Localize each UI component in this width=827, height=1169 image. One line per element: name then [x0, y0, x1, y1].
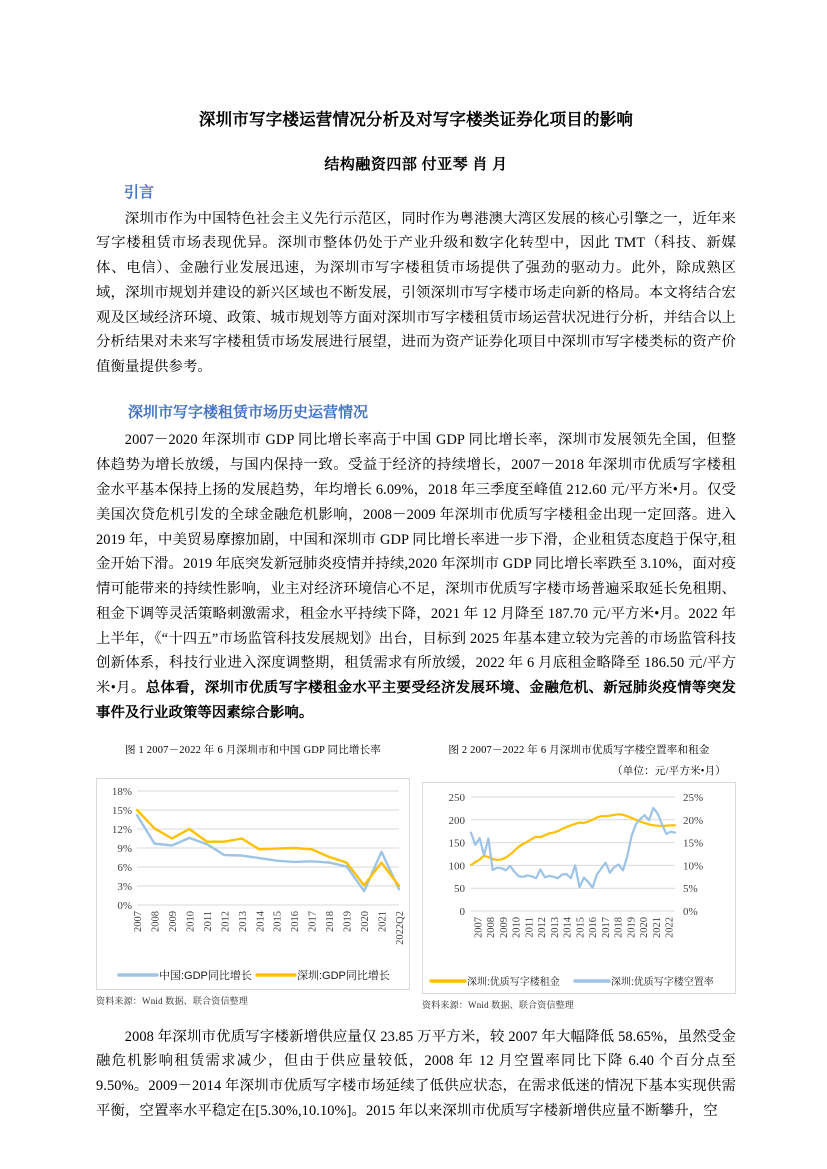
- legend-label-1: 深圳:优质写字楼租金: [467, 976, 560, 988]
- figure-1-caption: 图 1 2007－2022 年 6 月深圳市和中国 GDP 同比增长率: [125, 744, 381, 756]
- x-tick-label: 2019: [342, 910, 354, 932]
- y-tick-label: 0%: [117, 899, 132, 912]
- figure-1-chart: [96, 778, 410, 990]
- figure-2-ylabels-left: [449, 792, 466, 918]
- history-paragraph: [96, 428, 736, 725]
- x-tick-label: 2018: [613, 916, 625, 938]
- legend-label-2: 深圳:优质写字楼空置率: [611, 976, 714, 988]
- figure-2-source: 资料来源：Wnid 数据、联合资信整理: [422, 999, 575, 1010]
- x-tick-label: 2013: [237, 910, 249, 932]
- x-tick-label: 2007: [473, 916, 485, 938]
- series-line-1: [471, 814, 675, 865]
- figure-1-ylabels: [112, 786, 132, 912]
- y-tick-label: 6%: [117, 861, 132, 874]
- figure-2-caption-unit: （单位：元/平方米•月）: [612, 765, 726, 777]
- x-tick-label: 2011: [524, 916, 536, 938]
- x-tick-label: 2015: [575, 916, 587, 938]
- y-tick-label-right: 5%: [683, 882, 698, 895]
- x-tick-label: 2008: [486, 916, 498, 938]
- x-tick-label: 2008: [150, 910, 162, 932]
- history-paragraph-text: 2007－2020 年深圳市 GDP 同比增长率高于中国 GDP 同比增长率，深圳市发展领先全国，但整体趋势为增长放缓，与国内保持一致。受益于经济的持续增长，2007－2018 年深圳市优质写字楼租金水平基本保持上扬的发展趋势，年均增长 6.09%，2018 年三季度至峰值 212.60 元/平方米•月。仅受美国次贷危机引发的全球金融危机影响，2008－2009 年深圳市优质写字楼租金出现一定回落。进入 2019 年，中美贸易摩擦加剧，中国和深圳市 GDP 同比增长率进一步下滑，企业租赁态度趋于保守,租金开始下滑。2019 年底突发新冠肺炎疫情并持续,2020 年深圳市 GDP 同比增长率跌至 3.10%，面对疫情可能带来的持续性影响，业主对经济环境信心不足，深圳市优质写字楼市场普遍采取延长免租期、租金下调等灵活策略刺激需求，租金水平持续下降，2021 年 12 月降至 187.70 元/平方米•月。2022 年上半年，《“十四五”市场监管科技发展规划》出台，目标到 2025 年基本建立较为完善的市场监管科技创新体系，科技行业进入深度调整期，租赁需求有所放缓，2022 年 6 月底租金略降至 186.50 元/平方米•月。: [96, 432, 736, 697]
- figure-1-plot-area: [97, 779, 409, 989]
- figure-2-svg: [423, 783, 735, 993]
- supply-paragraph: 2008 年深圳市优质写字楼新增供应量仅 23.85 万平方米，较 2007 年大幅降低 58.65%，虽然受金融危机影响租赁需求减少，但由于供应量较低，2008 年 12 月空置率同比下降 6.40 个百分点至 9.50%。2009－2014 年深圳市优质写字楼市场延续了低供应状态，在需求低迷的情况下基本实现供需平衡，空置率水平稳定在[5.30%,10.10%]。2015 年以来深圳市优质写字楼新增供应量不断攀升，空: [96, 1028, 736, 1119]
- section-heading-history: 深圳市写字楼租赁市场历史运营情况: [128, 404, 369, 421]
- figure-2-ylabels-right: [683, 792, 703, 918]
- figure-1-xlabels: [133, 910, 406, 945]
- legend-label-2: 深圳:GDP同比增长: [297, 969, 390, 982]
- x-tick-label: 2010: [511, 916, 523, 938]
- figure-2-gridlines: [471, 797, 675, 911]
- figure-2-plot-area: [423, 783, 735, 993]
- y-tick-label: 15%: [111, 804, 132, 817]
- x-tick-label: 2020: [360, 910, 372, 932]
- section-heading-intro: 引言: [124, 185, 155, 202]
- x-tick-label: 2016: [290, 910, 302, 932]
- figure-2-chart: [422, 782, 736, 994]
- figure-2-xlabels: [473, 916, 675, 938]
- x-tick-label: 2014: [255, 910, 267, 932]
- y-tick-label-right: 15%: [683, 837, 704, 850]
- figure-2: [422, 742, 736, 1011]
- y-tick-label: 12%: [111, 823, 132, 836]
- document-content: [96, 108, 736, 1124]
- intro-paragraph: 深圳市作为中国特色社会主义先行示范区，同时作为粤港澳大湾区发展的核心引擎之一，近年来写字楼租赁市场表现优异。深圳市整体仍处于产业升级和数字化转型中，因此 TMT（科技、新媒体、电信）、金融行业发展迅速，为深圳市写字楼租赁市场提供了强劲的驱动力。此外，除成熟区域，深圳市规划并建设的新兴区域也不断发展，引领深圳市写字楼市场走向新的格局。本文将结合宏观及区域经济环境、政策、城市规划等方面对深圳市写字楼租赁市场运营状况进行分析，并结合以上分析结果对未来写字楼租赁市场发展进行展望，进而为资产证券化项目中深圳市写字楼类标的资产价值衡量提供参考。: [96, 210, 736, 376]
- x-tick-label: 2013: [549, 916, 561, 938]
- y-tick-label: 18%: [111, 785, 132, 798]
- x-tick-label: 2018: [325, 910, 337, 932]
- x-tick-label: 2016: [588, 916, 600, 938]
- x-tick-label: 2012: [220, 910, 232, 932]
- x-tick-label: 2012: [537, 916, 549, 938]
- x-tick-label: 2015: [272, 910, 284, 932]
- x-tick-label: 2022: [664, 916, 676, 938]
- y-tick-label-right: 10%: [683, 860, 704, 873]
- x-tick-label: 2021: [377, 910, 389, 932]
- y-tick-label-right: 0%: [683, 905, 698, 918]
- y-tick-label-left: 250: [448, 791, 465, 804]
- figure-1: [96, 742, 410, 1011]
- history-paragraph-emphasis: 总体看，深圳市优质写字楼租金水平主要受经济发展环境、金融危机、新冠肺炎疫情等突发事件及行业政策等因素综合影响。: [96, 680, 736, 721]
- x-tick-label: 2011: [202, 910, 214, 932]
- y-tick-label-left: 150: [448, 837, 465, 850]
- page-title: 深圳市写字楼运营情况分析及对写字楼类证券化项目的影响: [198, 110, 634, 129]
- figure-1-source: 资料来源：Wnid 数据、联合资信整理: [96, 995, 249, 1006]
- figure-2-legend: [431, 975, 714, 988]
- x-tick-label: 2010: [185, 910, 197, 932]
- x-tick-label: 2022Q2: [395, 910, 406, 945]
- x-tick-label: 2019: [626, 916, 638, 938]
- byline: 结构融资四部 付亚琴 肖 月: [324, 157, 508, 174]
- x-tick-label: 2009: [498, 916, 510, 938]
- y-tick-label-right: 20%: [683, 814, 704, 827]
- figures-row: [96, 742, 736, 1011]
- y-tick-label-left: 100: [448, 860, 465, 873]
- y-tick-label-left: 200: [448, 814, 465, 827]
- y-tick-label-right: 25%: [683, 791, 704, 804]
- x-tick-label: 2007: [133, 910, 144, 932]
- x-tick-label: 2020: [639, 916, 651, 938]
- figure-1-legend: [119, 968, 390, 982]
- legend-label-1: 中国:GDP同比增长: [159, 969, 252, 982]
- figure-2-caption: 图 2 2007－2022 年 6 月深圳市优质写字楼空置率和租金: [448, 744, 710, 756]
- y-tick-label: 9%: [117, 842, 132, 855]
- x-tick-label: 2017: [600, 916, 612, 938]
- x-tick-label: 2017: [307, 910, 319, 932]
- x-tick-label: 2009: [167, 910, 179, 932]
- y-tick-label-left: 0: [459, 905, 465, 918]
- figure-1-caption-spacer: [96, 763, 410, 778]
- y-tick-label-left: 50: [454, 882, 465, 895]
- x-tick-label: 2021: [651, 916, 663, 938]
- y-tick-label: 3%: [117, 880, 132, 893]
- x-tick-label: 2014: [562, 916, 574, 938]
- figure-1-series: [137, 810, 399, 891]
- figure-1-svg: [97, 779, 409, 989]
